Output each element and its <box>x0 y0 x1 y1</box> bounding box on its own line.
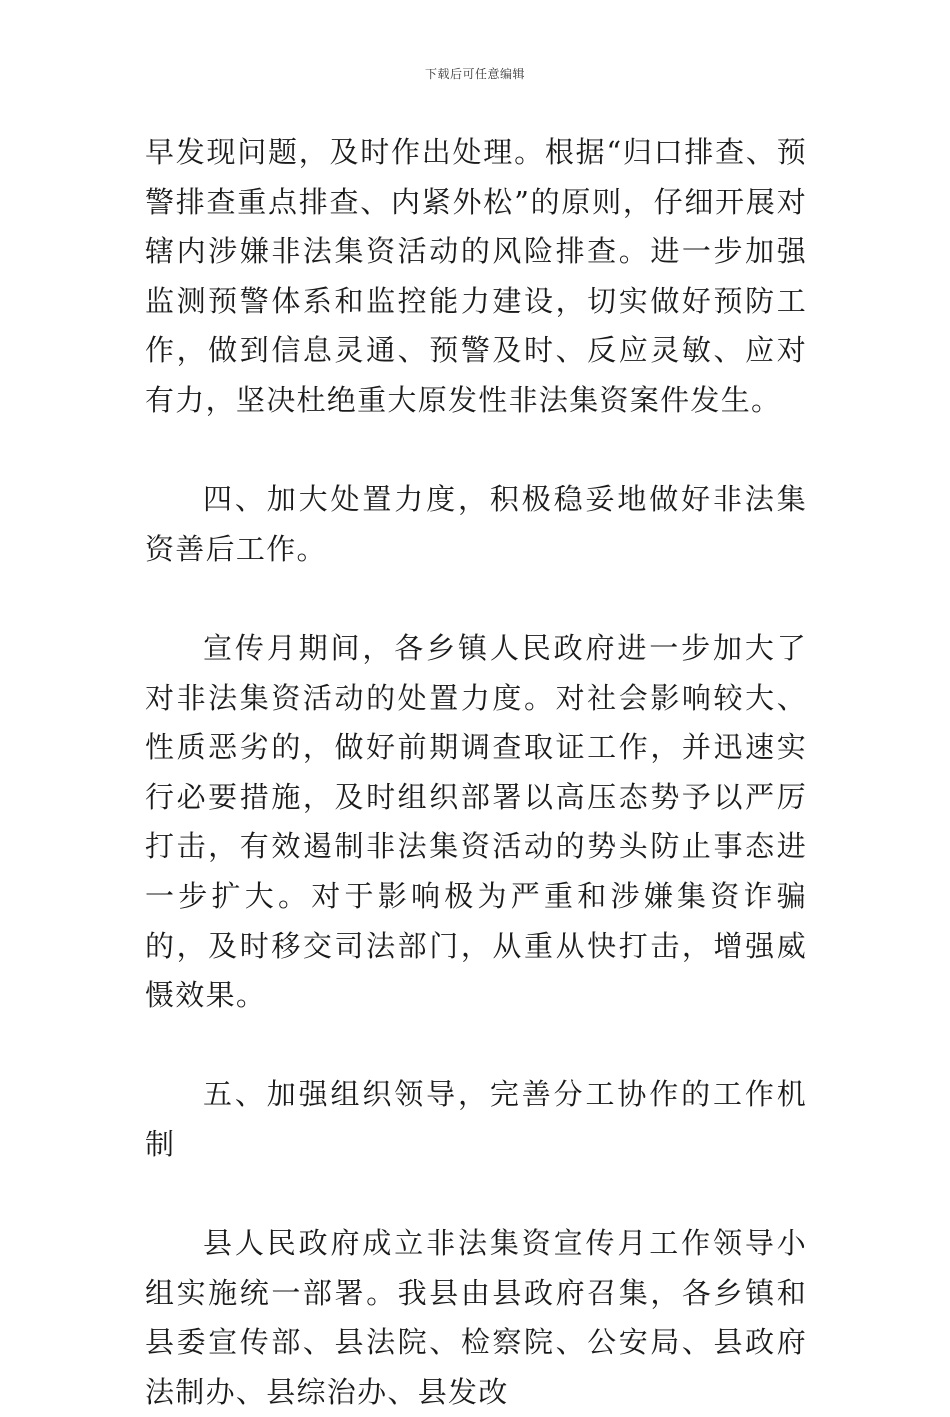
paragraph-risk-screening: 早发现问题，及时作出处理。根据“归口排查、预警排查重点排查、内紧外松”的原则，仔细开展对辖内涉嫌非法集资活动的风险排查。进一步加强监测预警体系和监控能力建设，切实做好预防工作，做到信息灵通、预警及时、反应灵敏、应对有力，坚决杜绝重大原发性非法集资案件发生。 <box>145 135 807 417</box>
paragraph-gap <box>145 426 807 476</box>
page-header: 下载后可任意编辑 <box>424 67 525 81</box>
paragraph-gap <box>145 1021 807 1071</box>
section-heading-five: 五、加强组织领导，完善分工协作的工作机制 <box>145 1077 807 1161</box>
paragraph-gap <box>145 1169 807 1219</box>
section-heading-four: 四、加大处置力度，积极稳妥地做好非法集资善后工作。 <box>145 482 807 566</box>
paragraph-leadership: 县人民政府成立非法集资宣传月工作领导小组实施统一部署。我县由县政府召集，各乡镇和县委宣传部、县法院、检察院、公安局、县政府法制办、县综治办、县发改 <box>145 1226 807 1409</box>
document-body <box>145 128 807 1417</box>
paragraph-disposal: 宣传月期间，各乡镇人民政府进一步加大了对非法集资活动的处置力度。对社会影响较大、性质恶劣的，做好前期调查取证工作，并迅速实行必要措施，及时组织部署以高压态势予以严厉打击，有效遏制非法集资活动的势头防止事态进一步扩大。对于影响极为严重和涉嫌集资诈骗的，及时移交司法部门，从重从快打击，增强威慑效果。 <box>145 630 807 1013</box>
paragraph-gap <box>145 574 807 624</box>
